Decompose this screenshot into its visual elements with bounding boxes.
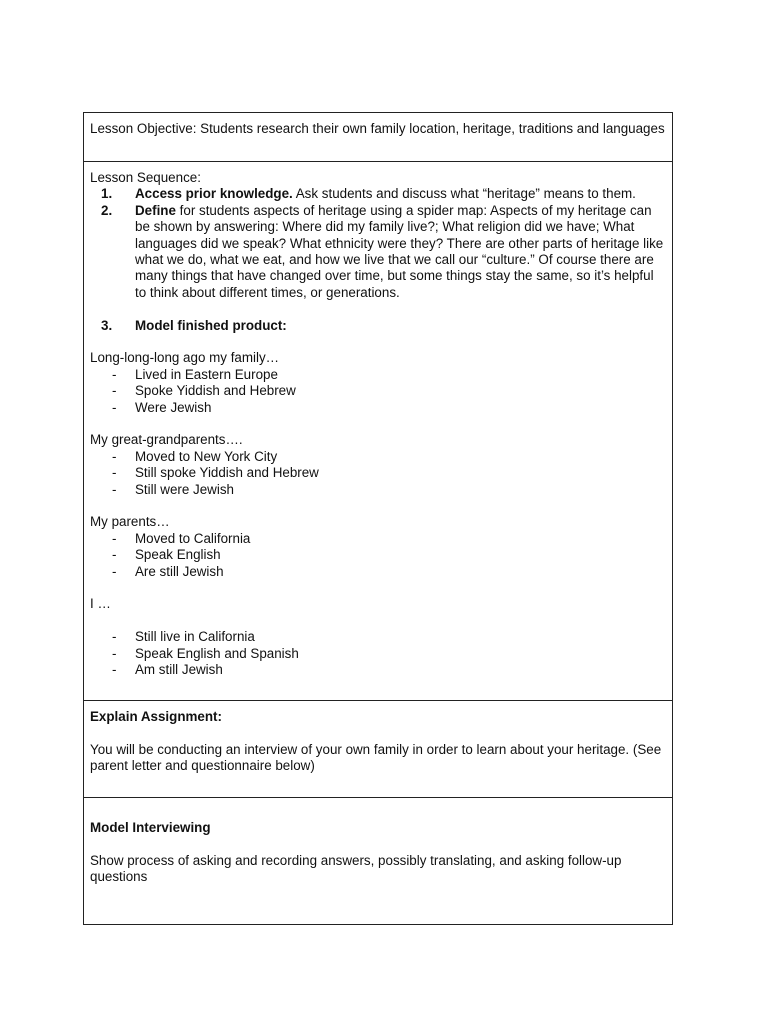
interviewing-cell — [84, 797, 672, 924]
sequence-heading: Lesson Sequence: — [90, 170, 201, 185]
dash-bullet: - — [112, 366, 117, 382]
dash-bullet: - — [112, 547, 117, 563]
assignment-title: Explain Assignment: — [90, 709, 222, 724]
dash-bullet: - — [112, 563, 117, 579]
dash-bullet: - — [112, 662, 117, 678]
assignment-text: You will be conducting an interview of your own family in order to learn about your heritage. (See parent letter and questionnaire below) — [90, 741, 662, 774]
interviewing-title: Model Interviewing — [90, 820, 211, 835]
dash-bullet: - — [112, 530, 117, 546]
dash-bullet: - — [112, 399, 117, 415]
list-item: - Lived in Eastern Europe — [112, 366, 278, 382]
lesson-objective: Lesson Objective: Students research their own family location, heritage, traditions and languages — [90, 121, 665, 136]
generation-heading: My parents… — [90, 514, 170, 530]
sequence-step-2 — [90, 203, 666, 301]
list-item: - Were Jewish — [112, 399, 212, 415]
step-number: 3. — [101, 317, 113, 333]
list-item: - Are still Jewish — [112, 563, 224, 579]
sequence-cell — [84, 161, 672, 700]
generation-heading: I … — [90, 596, 111, 612]
list-item: - Speak English — [112, 547, 221, 563]
sequence-step-3 — [90, 318, 666, 334]
objective-cell — [84, 113, 672, 161]
dash-bullet: - — [112, 629, 117, 645]
list-item: - Am still Jewish — [112, 662, 223, 678]
step-number: 1. — [101, 186, 113, 202]
step-bold-text: Model finished product: — [135, 317, 287, 333]
list-item: - Still live in California — [112, 629, 255, 645]
generation-heading: Long-long-long ago my family… — [90, 350, 280, 366]
step-text: Ask students and discuss what “heritage” means to them. — [292, 186, 636, 202]
generation-heading: My great-grandparents…. — [90, 432, 243, 448]
dash-bullet: - — [112, 465, 117, 481]
step-bold-text: Access prior knowledge. — [135, 186, 293, 202]
step-bold-text: Define — [135, 202, 176, 218]
list-item: - Speak English and Spanish — [112, 645, 299, 661]
lesson-plan-table — [83, 112, 673, 925]
sequence-step-1 — [90, 186, 666, 202]
dash-bullet: - — [112, 383, 117, 399]
step-text: for students aspects of heritage using a spider map: Aspects of my heritage can be shown by answering: Where did my family live?; What religion did we have; What languages did we speak? What ethnicity were they? There are other parts of heritage like what we do, what we eat, and how we live that we call our “culture.” Of course there are many things that have changed over time, but some things stay the same, so it’s helpful to think about different times, or generations. — [135, 202, 664, 300]
list-item: - Spoke Yiddish and Hebrew — [112, 383, 296, 399]
step-number: 2. — [101, 202, 113, 218]
list-item: - Still spoke Yiddish and Hebrew — [112, 465, 319, 481]
interviewing-text: Show process of asking and recording answers, possibly translating, and asking follow-up questions — [90, 852, 622, 885]
list-item: - Moved to California — [112, 530, 251, 546]
assignment-cell — [84, 700, 672, 797]
list-item: - Moved to New York City — [112, 448, 278, 464]
list-item: - Still were Jewish — [112, 481, 234, 497]
dash-bullet: - — [112, 448, 117, 464]
dash-bullet: - — [112, 645, 117, 661]
dash-bullet: - — [112, 481, 117, 497]
